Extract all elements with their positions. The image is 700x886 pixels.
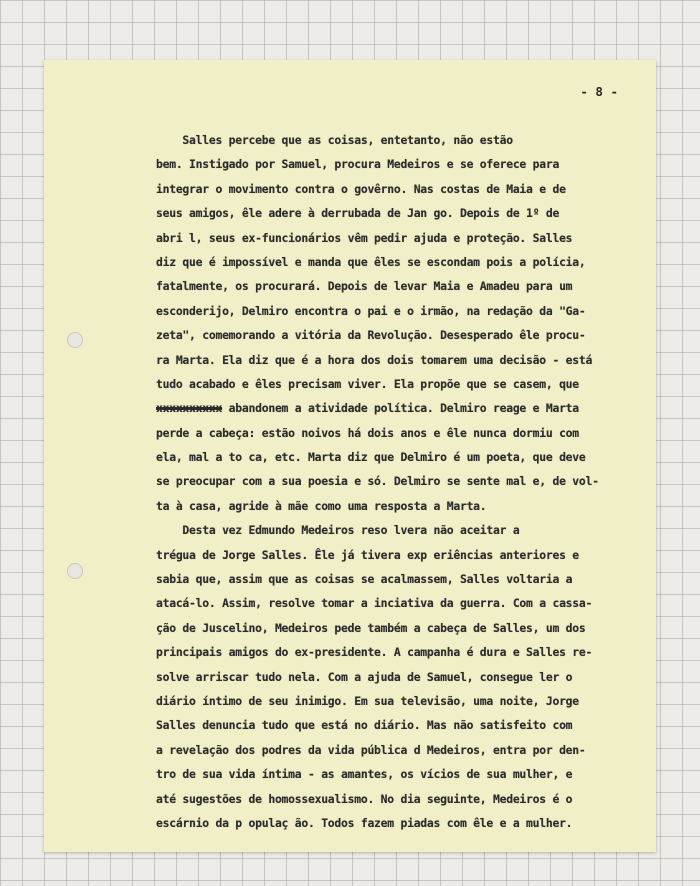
text-line: principais amigos do ex-presidente. A campanha é dura e Salles re- — [156, 645, 593, 660]
text-line: até sugestões de homossexualismo. No dia seguinte, Medeiros é o — [156, 791, 573, 806]
page-text — [156, 128, 634, 835]
binder-hole-top — [67, 332, 83, 348]
text-line: ção de Juscelino, Medeiros pede também a cabeça de Salles, um dos — [156, 620, 586, 635]
text-line: abri l, seus ex-funcionários vêm pedir ajuda e proteção. Salles — [156, 230, 573, 245]
text-line: a revelação dos podres da vida pública d Medeiros, entra por den- — [156, 742, 586, 757]
text-line: solve arriscar tudo nela. Com a ajuda de Samuel, consegue ler o — [156, 669, 573, 684]
text-line: ra Marta. Ela diz que é a hora dos dois tomarem uma decisão - está — [156, 352, 593, 367]
text-line: xxxxxxxxxx abandonem a atividade política. Delmiro reage e Marta — [156, 401, 579, 416]
text-line: seus amigos, êle adere à derrubada de Jan go. Depois de 1º de — [156, 206, 560, 221]
binder-hole-bottom — [67, 563, 83, 579]
text-line: se preocupar com a sua poesia e só. Delmiro se sente mal e, de vol- — [156, 474, 599, 489]
struck-out-word: xxxxxxxxxx — [156, 401, 223, 416]
text-line: perde a cabeça: estão noivos há dois anos e êle nunca dormiu com — [156, 425, 579, 440]
text-line: tudo acabado e êles precisam viver. Ela propõe que se casem, que — [156, 376, 579, 391]
text-line: atacá-lo. Assim, resolve tomar a inciativa da guerra. Com a cassa- — [156, 596, 593, 611]
text-line: Salles denuncia tudo que está no diário. Mas não satisfeito com — [156, 718, 573, 733]
text-line: diz que é impossível e manda que êles se escondam pois a polícia, — [156, 254, 586, 269]
text-line: ta à casa, agride à mãe como uma resposta a Marta. — [156, 498, 487, 513]
text-line: Desta vez Edmundo Medeiros reso lvera não aceitar a — [156, 523, 520, 538]
text-line: zeta", comemorando a vitória da Revolução. Desesperado êle procu- — [156, 328, 586, 343]
text-line: escárnio da p opulaç ão. Todos fazem piadas com êle e a mulher. — [156, 815, 573, 830]
text-line: integrar o movimento contra o govêrno. Nas costas de Maia e de — [156, 181, 566, 196]
text-line: Salles percebe que as coisas, entetanto, não estão — [156, 133, 513, 147]
text-line: tro de sua vida íntima - as amantes, os vícios de sua mulher, e — [156, 767, 573, 782]
text-line: fatalmente, os procurará. Depois de levar Maia e Amadeu para um — [156, 279, 573, 294]
text-line: sabia que, assim que as coisas se acalmassem, Salles voltaria a — [156, 572, 573, 587]
text-line: diário íntimo de seu inimigo. Em sua televisão, uma noite, Jorge — [156, 693, 579, 708]
page-number: - 8 - — [580, 84, 618, 99]
typewritten-page — [44, 60, 656, 852]
text-line: trégua de Jorge Salles. Êle já tivera exp eriências anteriores e — [156, 547, 579, 562]
text-line: esconderijo, Delmiro encontra o pai e o irmão, na redação da "Ga- — [156, 303, 586, 318]
text-line: bem. Instigado por Samuel, procura Medeiros e se oferece para — [156, 157, 560, 172]
text-line: ela, mal a to ca, etc. Marta diz que Delmiro é um poeta, que deve — [156, 450, 586, 465]
